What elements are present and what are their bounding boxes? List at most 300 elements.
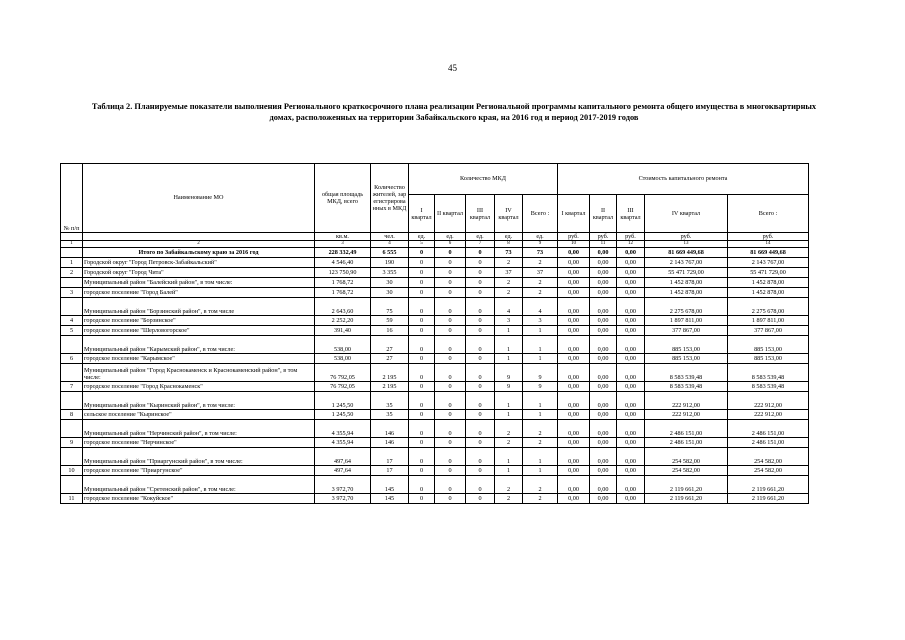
cell-c3: 0,00 (617, 392, 645, 410)
unit-cell: руб. (558, 233, 590, 241)
cell-c3: 0,00 (617, 420, 645, 438)
cell-res: 27 (371, 336, 409, 354)
cell-tot: 1 (523, 410, 558, 420)
cell-name: городское поселение "Карымское" (83, 354, 315, 364)
cell-c4: 2 119 661,20 (645, 476, 728, 494)
column-number-cell: 10 (558, 241, 590, 248)
cell-q1: 0 (409, 298, 435, 316)
cell-num: 10 (61, 466, 83, 476)
table-row (61, 268, 809, 278)
cell-area: 76 792,05 (315, 364, 371, 382)
cell-c4: 81 669 449,68 (645, 248, 728, 258)
header-q1: I квартал (409, 195, 435, 233)
cell-c2: 0,00 (590, 392, 617, 410)
cell-res: 145 (371, 494, 409, 504)
cell-c4: 885 153,00 (645, 354, 728, 364)
cell-q4: 2 (495, 494, 523, 504)
cell-q4: 1 (495, 410, 523, 420)
column-number-cell: 1 (61, 241, 83, 248)
cell-num: 4 (61, 316, 83, 326)
cell-ct: 2 143 767,00 (728, 258, 809, 268)
cell-c4: 254 582,00 (645, 466, 728, 476)
cell-ct: 222 912,00 (728, 410, 809, 420)
cell-c4: 8 583 539,48 (645, 382, 728, 392)
table-row (61, 420, 809, 438)
cell-q1: 0 (409, 268, 435, 278)
unit-cell: руб. (617, 233, 645, 241)
cell-num (61, 364, 83, 382)
table-row (61, 248, 809, 258)
cell-q3: 0 (466, 420, 495, 438)
cell-c4: 2 143 767,00 (645, 258, 728, 268)
cell-q3: 0 (466, 248, 495, 258)
cell-tot: 2 (523, 258, 558, 268)
cell-q1: 0 (409, 258, 435, 268)
cell-num: 1 (61, 258, 83, 268)
cell-res: 27 (371, 354, 409, 364)
cell-c4: 2 486 151,00 (645, 420, 728, 438)
cell-c3: 0,00 (617, 288, 645, 298)
cell-c3: 0,00 (617, 258, 645, 268)
cell-q2: 0 (435, 448, 466, 466)
header-cost-q4: IV квартал (645, 195, 728, 233)
unit-cell: ед. (409, 233, 435, 241)
cell-res: 145 (371, 476, 409, 494)
data-table (60, 163, 809, 504)
cell-res: 146 (371, 420, 409, 438)
header-cost-q1: I квартал (558, 195, 590, 233)
cell-c4: 2 486 151,00 (645, 438, 728, 448)
cell-q4: 9 (495, 364, 523, 382)
cell-tot: 4 (523, 298, 558, 316)
cell-q1: 0 (409, 466, 435, 476)
cell-q3: 0 (466, 258, 495, 268)
cell-num (61, 248, 83, 258)
cell-ct: 222 912,00 (728, 392, 809, 410)
cell-ct: 2 486 151,00 (728, 438, 809, 448)
cell-q1: 0 (409, 364, 435, 382)
cell-c1: 0,00 (558, 258, 590, 268)
cell-res: 146 (371, 438, 409, 448)
cell-q2: 0 (435, 288, 466, 298)
column-number-cell: 8 (495, 241, 523, 248)
table-row (61, 298, 809, 316)
cell-q2: 0 (435, 420, 466, 438)
cell-c1: 0,00 (558, 466, 590, 476)
cell-c1: 0,00 (558, 354, 590, 364)
cell-res: 35 (371, 392, 409, 410)
cell-q1: 0 (409, 326, 435, 336)
cell-q3: 0 (466, 288, 495, 298)
cell-q2: 0 (435, 298, 466, 316)
cell-name: городское поселение "Приаргунское" (83, 466, 315, 476)
cell-q4: 73 (495, 248, 523, 258)
cell-c3: 0,00 (617, 466, 645, 476)
cell-q1: 0 (409, 288, 435, 298)
cell-name: Муниципальный район "Нерчинский район", в том числе: (83, 420, 315, 438)
cell-res: 2 195 (371, 364, 409, 382)
unit-cell: ед. (435, 233, 466, 241)
cell-q2: 0 (435, 354, 466, 364)
cell-area: 1 768,72 (315, 278, 371, 288)
cell-c4: 2 275 678,00 (645, 298, 728, 316)
cell-area: 391,40 (315, 326, 371, 336)
cell-area: 497,64 (315, 466, 371, 476)
cell-c3: 0,00 (617, 438, 645, 448)
cell-q3: 0 (466, 438, 495, 448)
cell-q4: 2 (495, 278, 523, 288)
cell-ct: 1 452 878,00 (728, 278, 809, 288)
cell-c4: 222 912,00 (645, 410, 728, 420)
cell-ct: 254 582,00 (728, 466, 809, 476)
cell-num: 5 (61, 326, 83, 336)
table-row (61, 288, 809, 298)
cell-c3: 0,00 (617, 448, 645, 466)
header-cost-q3: III квартал (617, 195, 645, 233)
cell-num (61, 448, 83, 466)
cell-c4: 8 583 539,48 (645, 364, 728, 382)
cell-c2: 0,00 (590, 448, 617, 466)
header-num: № п/п (61, 164, 83, 233)
cell-num (61, 336, 83, 354)
cell-c1: 0,00 (558, 382, 590, 392)
unit-cell: ед. (523, 233, 558, 241)
cell-res: 59 (371, 316, 409, 326)
cell-q2: 0 (435, 316, 466, 326)
column-number-cell: 5 (409, 241, 435, 248)
unit-cell: руб. (645, 233, 728, 241)
column-number-cell: 3 (315, 241, 371, 248)
cell-c2: 0,00 (590, 278, 617, 288)
cell-q4: 1 (495, 466, 523, 476)
table-row (61, 382, 809, 392)
cell-q1: 0 (409, 382, 435, 392)
cell-q1: 0 (409, 248, 435, 258)
cell-q3: 0 (466, 466, 495, 476)
header-cost-q2: II квартал (590, 195, 617, 233)
cell-res: 17 (371, 448, 409, 466)
unit-cell: руб. (728, 233, 809, 241)
cell-q4: 2 (495, 288, 523, 298)
cell-q2: 0 (435, 248, 466, 258)
cell-c1: 0,00 (558, 326, 590, 336)
cell-c4: 254 582,00 (645, 448, 728, 466)
cell-name: Городской округ "Город Петровск-Забайкальский" (83, 258, 315, 268)
unit-cell: ед. (466, 233, 495, 241)
cell-area: 4 546,40 (315, 258, 371, 268)
cell-q3: 0 (466, 316, 495, 326)
cell-c1: 0,00 (558, 298, 590, 316)
table-row (61, 410, 809, 420)
table-row (61, 336, 809, 354)
cell-area: 123 750,90 (315, 268, 371, 278)
cell-c2: 0,00 (590, 494, 617, 504)
cell-name: сельское поселение "Кыринское" (83, 410, 315, 420)
table-row (61, 476, 809, 494)
cell-num (61, 420, 83, 438)
cell-c1: 0,00 (558, 364, 590, 382)
table-row (61, 278, 809, 288)
cell-q3: 0 (466, 354, 495, 364)
cell-c2: 0,00 (590, 410, 617, 420)
cell-q4: 1 (495, 392, 523, 410)
cell-res: 2 195 (371, 382, 409, 392)
cell-num: 2 (61, 268, 83, 278)
table-title: Таблица 2. Планируемые показатели выполнения Регионального краткосрочного плана реализации Региональной программы капитального ремонта общего имущества в многоквартирных домах, расположенных на территории Забайкальского края, на 2016 год и период 2017-2019 годов (91, 102, 817, 122)
cell-c3: 0,00 (617, 326, 645, 336)
cell-res: 16 (371, 326, 409, 336)
unit-cell (61, 233, 83, 241)
cell-c2: 0,00 (590, 420, 617, 438)
cell-res: 6 555 (371, 248, 409, 258)
cell-c3: 0,00 (617, 364, 645, 382)
cell-tot: 1 (523, 326, 558, 336)
table-row (61, 354, 809, 364)
cell-c2: 0,00 (590, 354, 617, 364)
cell-ct: 8 583 539,48 (728, 382, 809, 392)
cell-q2: 0 (435, 466, 466, 476)
cell-q1: 0 (409, 410, 435, 420)
unit-cell: чел. (371, 233, 409, 241)
cell-c1: 0,00 (558, 392, 590, 410)
cell-name: городское поселение "Нерчинское" (83, 438, 315, 448)
cell-c1: 0,00 (558, 410, 590, 420)
cell-q2: 0 (435, 336, 466, 354)
cell-q4: 1 (495, 354, 523, 364)
cell-num (61, 298, 83, 316)
header-q3: III квартал (466, 195, 495, 233)
unit-cell: руб. (590, 233, 617, 241)
cell-area: 1 245,50 (315, 392, 371, 410)
header-row-top (61, 164, 809, 195)
cell-q3: 0 (466, 364, 495, 382)
cell-name: Городской округ "Город Чита" (83, 268, 315, 278)
column-number-cell: 13 (645, 241, 728, 248)
cell-c2: 0,00 (590, 466, 617, 476)
cell-area: 497,64 (315, 448, 371, 466)
cell-area: 4 355,94 (315, 420, 371, 438)
header-q2: II квартал (435, 195, 466, 233)
cell-q4: 3 (495, 316, 523, 326)
cell-tot: 2 (523, 476, 558, 494)
cell-tot: 1 (523, 354, 558, 364)
cell-q1: 0 (409, 420, 435, 438)
cell-c1: 0,00 (558, 336, 590, 354)
cell-c3: 0,00 (617, 410, 645, 420)
column-number-cell: 4 (371, 241, 409, 248)
header-area: общая площадь МКД, всего (315, 164, 371, 233)
header-residents: Количество жителей, зарегистрированных в МКД (371, 164, 409, 233)
header-q4: IV квартал (495, 195, 523, 233)
cell-q4: 1 (495, 448, 523, 466)
column-number-cell: 12 (617, 241, 645, 248)
cell-c1: 0,00 (558, 420, 590, 438)
cell-q3: 0 (466, 392, 495, 410)
cell-ct: 377 867,00 (728, 326, 809, 336)
cell-tot: 9 (523, 364, 558, 382)
cell-tot: 73 (523, 248, 558, 258)
cell-c3: 0,00 (617, 494, 645, 504)
cell-area: 2 643,60 (315, 298, 371, 316)
cell-ct: 2 119 661,20 (728, 476, 809, 494)
cell-q4: 4 (495, 298, 523, 316)
cell-num (61, 476, 83, 494)
cell-area: 538,00 (315, 354, 371, 364)
table-row (61, 438, 809, 448)
cell-name: городское поселение "Город Балей" (83, 288, 315, 298)
cell-num: 11 (61, 494, 83, 504)
unit-cell: кв.м. (315, 233, 371, 241)
cell-q2: 0 (435, 278, 466, 288)
cell-tot: 2 (523, 288, 558, 298)
cell-area: 538,00 (315, 336, 371, 354)
cell-c2: 0,00 (590, 258, 617, 268)
cell-tot: 1 (523, 336, 558, 354)
column-number-cell: 7 (466, 241, 495, 248)
cell-c1: 0,00 (558, 288, 590, 298)
cell-c3: 0,00 (617, 354, 645, 364)
table-row (61, 448, 809, 466)
cell-area: 76 792,05 (315, 382, 371, 392)
cell-res: 17 (371, 466, 409, 476)
cell-ct: 885 153,00 (728, 354, 809, 364)
cell-q1: 0 (409, 438, 435, 448)
cell-c4: 1 897 811,00 (645, 316, 728, 326)
cell-res: 190 (371, 258, 409, 268)
cell-c3: 0,00 (617, 476, 645, 494)
header-cost-group: Стоимость капитального ремонта (558, 164, 809, 195)
header-mkd-group: Количество МКД (409, 164, 558, 195)
cell-tot: 3 (523, 316, 558, 326)
cell-res: 35 (371, 410, 409, 420)
cell-c2: 0,00 (590, 438, 617, 448)
column-number-row (61, 241, 809, 248)
cell-q1: 0 (409, 448, 435, 466)
cell-c1: 0,00 (558, 316, 590, 326)
cell-q1: 0 (409, 336, 435, 354)
cell-c3: 0,00 (617, 336, 645, 354)
cell-area: 3 972,70 (315, 476, 371, 494)
cell-area: 2 252,20 (315, 316, 371, 326)
table-row (61, 326, 809, 336)
cell-num (61, 392, 83, 410)
cell-name: Муниципальный район "Борзинский район", в том числе (83, 298, 315, 316)
cell-q3: 0 (466, 298, 495, 316)
cell-q1: 0 (409, 476, 435, 494)
cell-tot: 37 (523, 268, 558, 278)
cell-q4: 1 (495, 326, 523, 336)
cell-area: 3 972,70 (315, 494, 371, 504)
table-row (61, 466, 809, 476)
cell-c2: 0,00 (590, 326, 617, 336)
cell-q4: 2 (495, 258, 523, 268)
cell-c1: 0,00 (558, 248, 590, 258)
column-number-cell: 9 (523, 241, 558, 248)
cell-tot: 2 (523, 438, 558, 448)
cell-q2: 0 (435, 438, 466, 448)
cell-q3: 0 (466, 326, 495, 336)
cell-name: Муниципальный район "Кыринский район", в том числе: (83, 392, 315, 410)
cell-q4: 37 (495, 268, 523, 278)
cell-q2: 0 (435, 382, 466, 392)
cell-ct: 81 669 449,68 (728, 248, 809, 258)
cell-name: Муниципальный район "Карымский район", в том числе: (83, 336, 315, 354)
cell-c2: 0,00 (590, 288, 617, 298)
cell-q4: 2 (495, 476, 523, 494)
cell-tot: 2 (523, 420, 558, 438)
cell-c1: 0,00 (558, 268, 590, 278)
cell-res: 3 355 (371, 268, 409, 278)
cell-name: городское поселение "Кокуйское" (83, 494, 315, 504)
page-number: 45 (448, 63, 457, 73)
cell-q3: 0 (466, 494, 495, 504)
cell-q1: 0 (409, 278, 435, 288)
table-row (61, 364, 809, 382)
cell-num: 7 (61, 382, 83, 392)
cell-name: Муниципальный район "Сретенский район", в том числе: (83, 476, 315, 494)
cell-c2: 0,00 (590, 364, 617, 382)
units-row (61, 233, 809, 241)
cell-c1: 0,00 (558, 438, 590, 448)
cell-q3: 0 (466, 278, 495, 288)
cell-num: 8 (61, 410, 83, 420)
cell-tot: 9 (523, 382, 558, 392)
column-number-cell: 2 (83, 241, 315, 248)
cell-q3: 0 (466, 268, 495, 278)
cell-tot: 2 (523, 494, 558, 504)
cell-tot: 1 (523, 448, 558, 466)
column-number-cell: 11 (590, 241, 617, 248)
cell-c4: 1 452 878,00 (645, 288, 728, 298)
column-number-cell: 6 (435, 241, 466, 248)
cell-q2: 0 (435, 392, 466, 410)
cell-ct: 1 452 878,00 (728, 288, 809, 298)
cell-area: 4 355,94 (315, 438, 371, 448)
cell-q4: 1 (495, 336, 523, 354)
cell-c2: 0,00 (590, 298, 617, 316)
cell-q3: 0 (466, 336, 495, 354)
cell-q2: 0 (435, 258, 466, 268)
cell-ct: 254 582,00 (728, 448, 809, 466)
cell-ct: 2 486 151,00 (728, 420, 809, 438)
cell-c3: 0,00 (617, 278, 645, 288)
cell-c3: 0,00 (617, 382, 645, 392)
cell-q3: 0 (466, 476, 495, 494)
cell-c1: 0,00 (558, 448, 590, 466)
cell-name: Муниципальный район "Приаргунский район", в том числе: (83, 448, 315, 466)
unit-cell (83, 233, 315, 241)
cell-q1: 0 (409, 494, 435, 504)
cell-c3: 0,00 (617, 298, 645, 316)
header-total: Всего : (523, 195, 558, 233)
cell-c2: 0,00 (590, 382, 617, 392)
cell-name: Итого по Забайкальскому краю за 2016 год (83, 248, 315, 258)
cell-q2: 0 (435, 326, 466, 336)
cell-q4: 2 (495, 438, 523, 448)
cell-c4: 222 912,00 (645, 392, 728, 410)
cell-area: 1 245,50 (315, 410, 371, 420)
column-number-cell: 14 (728, 241, 809, 248)
cell-q2: 0 (435, 410, 466, 420)
cell-q2: 0 (435, 268, 466, 278)
table-row (61, 494, 809, 504)
cell-c3: 0,00 (617, 316, 645, 326)
cell-c1: 0,00 (558, 494, 590, 504)
cell-c4: 377 867,00 (645, 326, 728, 336)
cell-ct: 2 119 661,20 (728, 494, 809, 504)
header-cost-total: Всего : (728, 195, 809, 233)
cell-name: городское поселение "Борзинское" (83, 316, 315, 326)
